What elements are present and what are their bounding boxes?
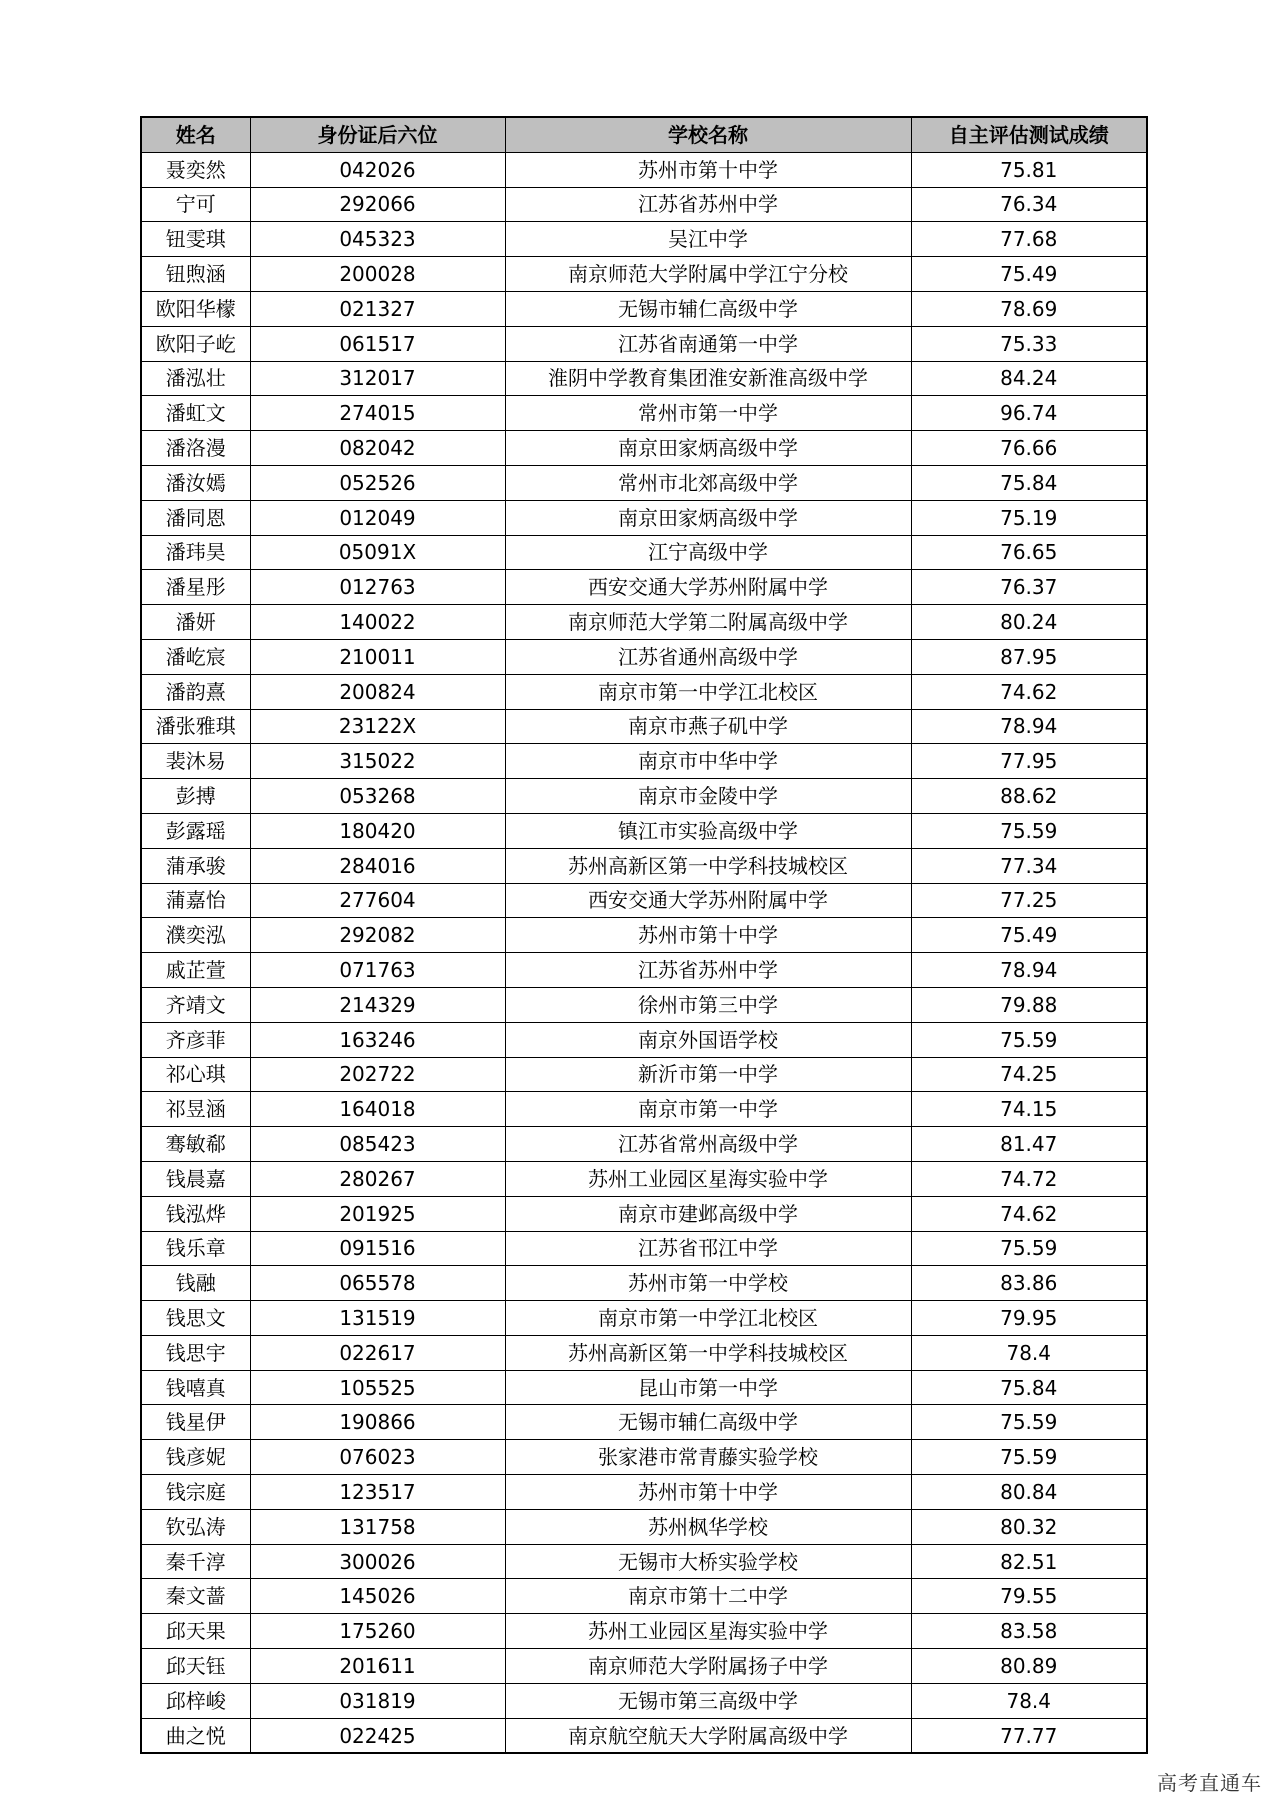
cell-score: 78.69	[911, 291, 1147, 326]
cell-name: 钱嘻真	[141, 1370, 250, 1405]
cell-score: 78.4	[911, 1335, 1147, 1370]
cell-school-name: 常州市第一中学	[505, 396, 911, 431]
cell-score: 78.94	[911, 953, 1147, 988]
table-row	[141, 326, 1147, 361]
cell-name: 骞敏郗	[141, 1127, 250, 1162]
cell-id-last-six: 300026	[250, 1544, 505, 1579]
cell-school-name: 苏州市第一中学校	[505, 1266, 911, 1301]
cell-school-name: 南京市第一中学	[505, 1092, 911, 1127]
cell-name: 齐靖文	[141, 987, 250, 1022]
table-row	[141, 257, 1147, 292]
cell-name: 钦弘涛	[141, 1509, 250, 1544]
table-row	[141, 152, 1147, 187]
cell-score: 76.66	[911, 431, 1147, 466]
table-row	[141, 779, 1147, 814]
table-row	[141, 465, 1147, 500]
score-table	[140, 116, 1148, 1754]
cell-score: 77.34	[911, 848, 1147, 883]
cell-score: 76.34	[911, 187, 1147, 222]
table-row	[141, 1718, 1147, 1753]
table-row	[141, 639, 1147, 674]
cell-score: 80.24	[911, 605, 1147, 640]
cell-name: 钱泓烨	[141, 1196, 250, 1231]
cell-school-name: 江苏省通州高级中学	[505, 639, 911, 674]
cell-score: 80.32	[911, 1509, 1147, 1544]
cell-name: 濮奕泓	[141, 918, 250, 953]
cell-school-name: 南京田家炳高级中学	[505, 500, 911, 535]
cell-name: 钱乐章	[141, 1231, 250, 1266]
watermark: 高考直通车	[1157, 1771, 1262, 1795]
cell-name: 潘星彤	[141, 570, 250, 605]
cell-school-name: 张家港市常青藤实验学校	[505, 1440, 911, 1475]
cell-id-last-six: 145026	[250, 1579, 505, 1614]
cell-id-last-six: 05091X	[250, 535, 505, 570]
table-row	[141, 1683, 1147, 1718]
cell-score: 82.51	[911, 1544, 1147, 1579]
cell-score: 75.59	[911, 1022, 1147, 1057]
cell-name: 祁心琪	[141, 1057, 250, 1092]
header-score: 自主评估测试成绩	[911, 117, 1147, 152]
cell-score: 83.86	[911, 1266, 1147, 1301]
table-row	[141, 1544, 1147, 1579]
table-row	[141, 1579, 1147, 1614]
cell-score: 74.25	[911, 1057, 1147, 1092]
cell-school-name: 南京市第十二中学	[505, 1579, 911, 1614]
cell-id-last-six: 105525	[250, 1370, 505, 1405]
header-school-name: 学校名称	[505, 117, 911, 152]
cell-id-last-six: 214329	[250, 987, 505, 1022]
cell-id-last-six: 076023	[250, 1440, 505, 1475]
table-row	[141, 1022, 1147, 1057]
cell-score: 77.95	[911, 744, 1147, 779]
cell-id-last-six: 123517	[250, 1475, 505, 1510]
cell-name: 钱晨嘉	[141, 1161, 250, 1196]
cell-school-name: 徐州市第三中学	[505, 987, 911, 1022]
table-row	[141, 187, 1147, 222]
cell-school-name: 江苏省苏州中学	[505, 953, 911, 988]
cell-name: 祁昱涵	[141, 1092, 250, 1127]
cell-score: 74.62	[911, 1196, 1147, 1231]
cell-score: 78.4	[911, 1683, 1147, 1718]
cell-name: 邱天果	[141, 1614, 250, 1649]
table-row	[141, 1092, 1147, 1127]
table-row	[141, 1127, 1147, 1162]
cell-score: 76.37	[911, 570, 1147, 605]
table-row	[141, 570, 1147, 605]
cell-score: 75.49	[911, 257, 1147, 292]
cell-school-name: 苏州工业园区星海实验中学	[505, 1161, 911, 1196]
cell-score: 79.88	[911, 987, 1147, 1022]
table-row	[141, 848, 1147, 883]
cell-id-last-six: 284016	[250, 848, 505, 883]
table-row	[141, 1196, 1147, 1231]
cell-school-name: 苏州枫华学校	[505, 1509, 911, 1544]
table-row	[141, 1370, 1147, 1405]
cell-school-name: 南京市第一中学江北校区	[505, 1301, 911, 1336]
cell-name: 宁可	[141, 187, 250, 222]
table-row	[141, 1266, 1147, 1301]
cell-id-last-six: 280267	[250, 1161, 505, 1196]
cell-name: 裴沐易	[141, 744, 250, 779]
cell-name: 邱梓峻	[141, 1683, 250, 1718]
cell-school-name: 南京市燕子矶中学	[505, 709, 911, 744]
cell-id-last-six: 012049	[250, 500, 505, 535]
cell-school-name: 江苏省邗江中学	[505, 1231, 911, 1266]
cell-id-last-six: 131758	[250, 1509, 505, 1544]
cell-score: 77.25	[911, 883, 1147, 918]
table-row	[141, 1335, 1147, 1370]
cell-school-name: 无锡市辅仁高级中学	[505, 1405, 911, 1440]
cell-name: 潘泓壮	[141, 361, 250, 396]
cell-name: 钱宗庭	[141, 1475, 250, 1510]
cell-score: 79.55	[911, 1579, 1147, 1614]
table-row	[141, 1509, 1147, 1544]
table-row	[141, 605, 1147, 640]
cell-id-last-six: 312017	[250, 361, 505, 396]
cell-score: 83.58	[911, 1614, 1147, 1649]
table-row	[141, 361, 1147, 396]
cell-id-last-six: 315022	[250, 744, 505, 779]
cell-score: 77.77	[911, 1718, 1147, 1753]
cell-id-last-six: 201925	[250, 1196, 505, 1231]
cell-name: 钱融	[141, 1266, 250, 1301]
table-row	[141, 987, 1147, 1022]
cell-id-last-six: 022617	[250, 1335, 505, 1370]
table-row	[141, 291, 1147, 326]
cell-name: 钱思宇	[141, 1335, 250, 1370]
header-name: 姓名	[141, 117, 250, 152]
cell-id-last-six: 180420	[250, 813, 505, 848]
cell-score: 77.68	[911, 222, 1147, 257]
cell-id-last-six: 085423	[250, 1127, 505, 1162]
cell-name: 秦文蔷	[141, 1579, 250, 1614]
cell-name: 欧阳子屹	[141, 326, 250, 361]
cell-name: 潘玮昊	[141, 535, 250, 570]
cell-school-name: 镇江市实验高级中学	[505, 813, 911, 848]
cell-score: 74.15	[911, 1092, 1147, 1127]
cell-school-name: 南京外国语学校	[505, 1022, 911, 1057]
table-row	[141, 1405, 1147, 1440]
cell-id-last-six: 042026	[250, 152, 505, 187]
cell-id-last-six: 201611	[250, 1649, 505, 1684]
cell-id-last-six: 292082	[250, 918, 505, 953]
cell-id-last-six: 274015	[250, 396, 505, 431]
table-row	[141, 744, 1147, 779]
cell-score: 75.84	[911, 1370, 1147, 1405]
cell-id-last-six: 031819	[250, 1683, 505, 1718]
cell-name: 潘同恩	[141, 500, 250, 535]
cell-id-last-six: 200028	[250, 257, 505, 292]
cell-school-name: 西安交通大学苏州附属中学	[505, 570, 911, 605]
cell-name: 钱星伊	[141, 1405, 250, 1440]
cell-name: 彭搏	[141, 779, 250, 814]
table-row	[141, 500, 1147, 535]
table-row	[141, 674, 1147, 709]
cell-name: 邱天钰	[141, 1649, 250, 1684]
table-row	[141, 535, 1147, 570]
cell-name: 蒲承骏	[141, 848, 250, 883]
table-row	[141, 1614, 1147, 1649]
cell-id-last-six: 202722	[250, 1057, 505, 1092]
cell-school-name: 苏州高新区第一中学科技城校区	[505, 1335, 911, 1370]
cell-score: 75.59	[911, 813, 1147, 848]
cell-score: 75.59	[911, 1231, 1147, 1266]
cell-school-name: 昆山市第一中学	[505, 1370, 911, 1405]
cell-score: 96.74	[911, 396, 1147, 431]
cell-school-name: 南京航空航天大学附属高级中学	[505, 1718, 911, 1753]
cell-name: 潘张雅琪	[141, 709, 250, 744]
table-row	[141, 918, 1147, 953]
table-row	[141, 1231, 1147, 1266]
cell-school-name: 江宁高级中学	[505, 535, 911, 570]
table-row	[141, 1440, 1147, 1475]
cell-id-last-six: 053268	[250, 779, 505, 814]
cell-id-last-six: 200824	[250, 674, 505, 709]
cell-name: 钮雯琪	[141, 222, 250, 257]
cell-id-last-six: 012763	[250, 570, 505, 605]
table-row	[141, 953, 1147, 988]
cell-score: 84.24	[911, 361, 1147, 396]
cell-id-last-six: 292066	[250, 187, 505, 222]
cell-school-name: 南京师范大学第二附属高级中学	[505, 605, 911, 640]
cell-school-name: 苏州高新区第一中学科技城校区	[505, 848, 911, 883]
cell-school-name: 苏州市第十中学	[505, 1475, 911, 1510]
table-row	[141, 1057, 1147, 1092]
cell-score: 74.62	[911, 674, 1147, 709]
cell-school-name: 吴江中学	[505, 222, 911, 257]
cell-name: 钱彦妮	[141, 1440, 250, 1475]
cell-id-last-six: 277604	[250, 883, 505, 918]
cell-school-name: 无锡市第三高级中学	[505, 1683, 911, 1718]
cell-id-last-six: 163246	[250, 1022, 505, 1057]
cell-school-name: 苏州工业园区星海实验中学	[505, 1614, 911, 1649]
cell-id-last-six: 065578	[250, 1266, 505, 1301]
table-row	[141, 1475, 1147, 1510]
cell-id-last-six: 140022	[250, 605, 505, 640]
table-body	[141, 152, 1147, 1753]
cell-school-name: 江苏省南通第一中学	[505, 326, 911, 361]
cell-school-name: 南京田家炳高级中学	[505, 431, 911, 466]
cell-name: 潘妍	[141, 605, 250, 640]
cell-id-last-six: 052526	[250, 465, 505, 500]
cell-name: 钱思文	[141, 1301, 250, 1336]
cell-name: 潘虹文	[141, 396, 250, 431]
cell-id-last-six: 061517	[250, 326, 505, 361]
cell-score: 81.47	[911, 1127, 1147, 1162]
cell-school-name: 无锡市大桥实验学校	[505, 1544, 911, 1579]
cell-name: 欧阳华檬	[141, 291, 250, 326]
cell-id-last-six: 175260	[250, 1614, 505, 1649]
header-row	[141, 117, 1147, 152]
cell-school-name: 南京市建邺高级中学	[505, 1196, 911, 1231]
cell-name: 聂奕然	[141, 152, 250, 187]
cell-school-name: 西安交通大学苏州附属中学	[505, 883, 911, 918]
table-row	[141, 709, 1147, 744]
cell-score: 79.95	[911, 1301, 1147, 1336]
cell-score: 87.95	[911, 639, 1147, 674]
cell-score: 80.89	[911, 1649, 1147, 1684]
cell-score: 75.49	[911, 918, 1147, 953]
cell-score: 80.84	[911, 1475, 1147, 1510]
cell-school-name: 南京市第一中学江北校区	[505, 674, 911, 709]
cell-school-name: 南京师范大学附属扬子中学	[505, 1649, 911, 1684]
cell-id-last-six: 022425	[250, 1718, 505, 1753]
table-header	[141, 117, 1147, 152]
cell-name: 潘洛漫	[141, 431, 250, 466]
cell-id-last-six: 131519	[250, 1301, 505, 1336]
cell-score: 75.59	[911, 1440, 1147, 1475]
cell-id-last-six: 071763	[250, 953, 505, 988]
cell-id-last-six: 23122X	[250, 709, 505, 744]
cell-name: 潘屹宸	[141, 639, 250, 674]
header-id-last-six: 身份证后六位	[250, 117, 505, 152]
cell-score: 75.59	[911, 1405, 1147, 1440]
cell-school-name: 南京市中华中学	[505, 744, 911, 779]
table-row	[141, 431, 1147, 466]
cell-school-name: 南京市金陵中学	[505, 779, 911, 814]
table-row	[141, 813, 1147, 848]
cell-score: 88.62	[911, 779, 1147, 814]
cell-name: 曲之悦	[141, 1718, 250, 1753]
cell-score: 74.72	[911, 1161, 1147, 1196]
cell-score: 76.65	[911, 535, 1147, 570]
cell-school-name: 新沂市第一中学	[505, 1057, 911, 1092]
cell-name: 戚芷萱	[141, 953, 250, 988]
table-row	[141, 222, 1147, 257]
cell-name: 齐彦菲	[141, 1022, 250, 1057]
table-row	[141, 1161, 1147, 1196]
cell-id-last-six: 210011	[250, 639, 505, 674]
cell-school-name: 江苏省苏州中学	[505, 187, 911, 222]
cell-id-last-six: 091516	[250, 1231, 505, 1266]
cell-name: 蒲嘉怡	[141, 883, 250, 918]
cell-school-name: 苏州市第十中学	[505, 152, 911, 187]
cell-id-last-six: 082042	[250, 431, 505, 466]
cell-name: 潘汝嫣	[141, 465, 250, 500]
cell-id-last-six: 190866	[250, 1405, 505, 1440]
cell-name: 钮煦涵	[141, 257, 250, 292]
table-row	[141, 1301, 1147, 1336]
cell-score: 78.94	[911, 709, 1147, 744]
cell-school-name: 常州市北郊高级中学	[505, 465, 911, 500]
cell-school-name: 江苏省常州高级中学	[505, 1127, 911, 1162]
cell-score: 75.33	[911, 326, 1147, 361]
cell-school-name: 无锡市辅仁高级中学	[505, 291, 911, 326]
cell-score: 75.19	[911, 500, 1147, 535]
cell-name: 彭露瑶	[141, 813, 250, 848]
cell-id-last-six: 045323	[250, 222, 505, 257]
cell-name: 秦千淳	[141, 1544, 250, 1579]
table-row	[141, 396, 1147, 431]
cell-school-name: 南京师范大学附属中学江宁分校	[505, 257, 911, 292]
cell-score: 75.84	[911, 465, 1147, 500]
table-row	[141, 1649, 1147, 1684]
cell-score: 75.81	[911, 152, 1147, 187]
table-row	[141, 883, 1147, 918]
cell-id-last-six: 021327	[250, 291, 505, 326]
cell-school-name: 淮阴中学教育集团淮安新淮高级中学	[505, 361, 911, 396]
cell-id-last-six: 164018	[250, 1092, 505, 1127]
cell-school-name: 苏州市第十中学	[505, 918, 911, 953]
cell-name: 潘韵熹	[141, 674, 250, 709]
